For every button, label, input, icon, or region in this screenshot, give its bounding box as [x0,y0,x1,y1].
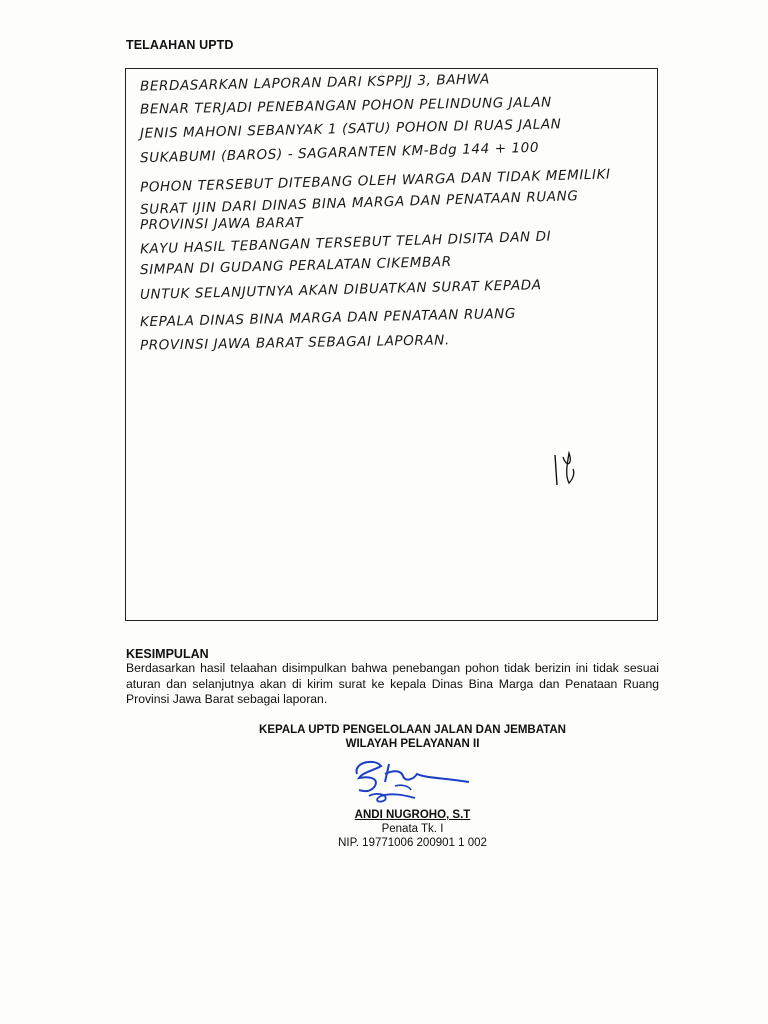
signature [345,756,475,806]
handwritten-line: UNTUK SELANJUTNYA AKAN DIBUATKAN SURAT KEPADA [139,277,542,303]
signatory-name: ANDI NUGROHO, S.T [354,809,471,821]
handwritten-line: SURAT IJIN DARI DINAS BINA MARGA DAN PENATAAN RUANG [139,188,579,218]
handwritten-note-box [125,68,658,621]
conclusion-title: KESIMPULAN [126,647,209,661]
handwritten-line: BENAR TERJADI PENEBANGAN POHON PELINDUNG JALAN [139,94,552,118]
signatory-position-line1: KEPALA UPTD PENGELOLAAN JALAN DAN JEMBATAN [259,724,566,736]
handwritten-line: PROVINSI JAWA BARAT [139,214,304,234]
handwritten-line: SUKABUMI (BAROS) - SAGARANTEN KM-Bdg 144 + 100 [139,139,540,167]
signatory-position [200,723,625,751]
handwritten-line: SIMPAN DI GUDANG PERALATAN CIKEMBAR [139,253,452,279]
initial-paraf [551,449,581,489]
signatory-rank: Penata Tk. I [381,823,444,835]
handwritten-line: KEPALA DINAS BINA MARGA DAN PENATAAN RUANG [139,305,517,331]
section-title: TELAAHAN UPTD [126,38,234,52]
handwritten-line: JENIS MAHONI SEBANYAK 1 (SATU) POHON DI RUAS JALAN [139,116,562,142]
handwritten-line: BERDASARKAN LAPORAN DARI KSPPJJ 3, BAHWA [139,71,491,95]
handwritten-line: KAYU HASIL TEBANGAN TERSEBUT TELAH DISITA DAN DI [139,228,552,258]
handwritten-line: POHON TERSEBUT DITEBANG OLEH WARGA DAN TIDAK MEMILIKI [139,166,611,196]
signatory-position-line2: WILAYAH PELAYANAN II [345,738,480,750]
signatory-nip: NIP. 19771006 200901 1 002 [338,837,487,849]
handwritten-line: PROVINSI JAWA BARAT SEBAGAI LAPORAN. [139,332,450,354]
conclusion-body: Berdasarkan hasil telaahan disimpulkan bahwa penebangan pohon tidak berizin ini tidak sesuai aturan dan selanjutnya akan di kirim surat ke kepala Dinas Bina Marga dan Penataan Ruang Provinsi Jawa Barat sebagai laporan. [126,661,659,706]
